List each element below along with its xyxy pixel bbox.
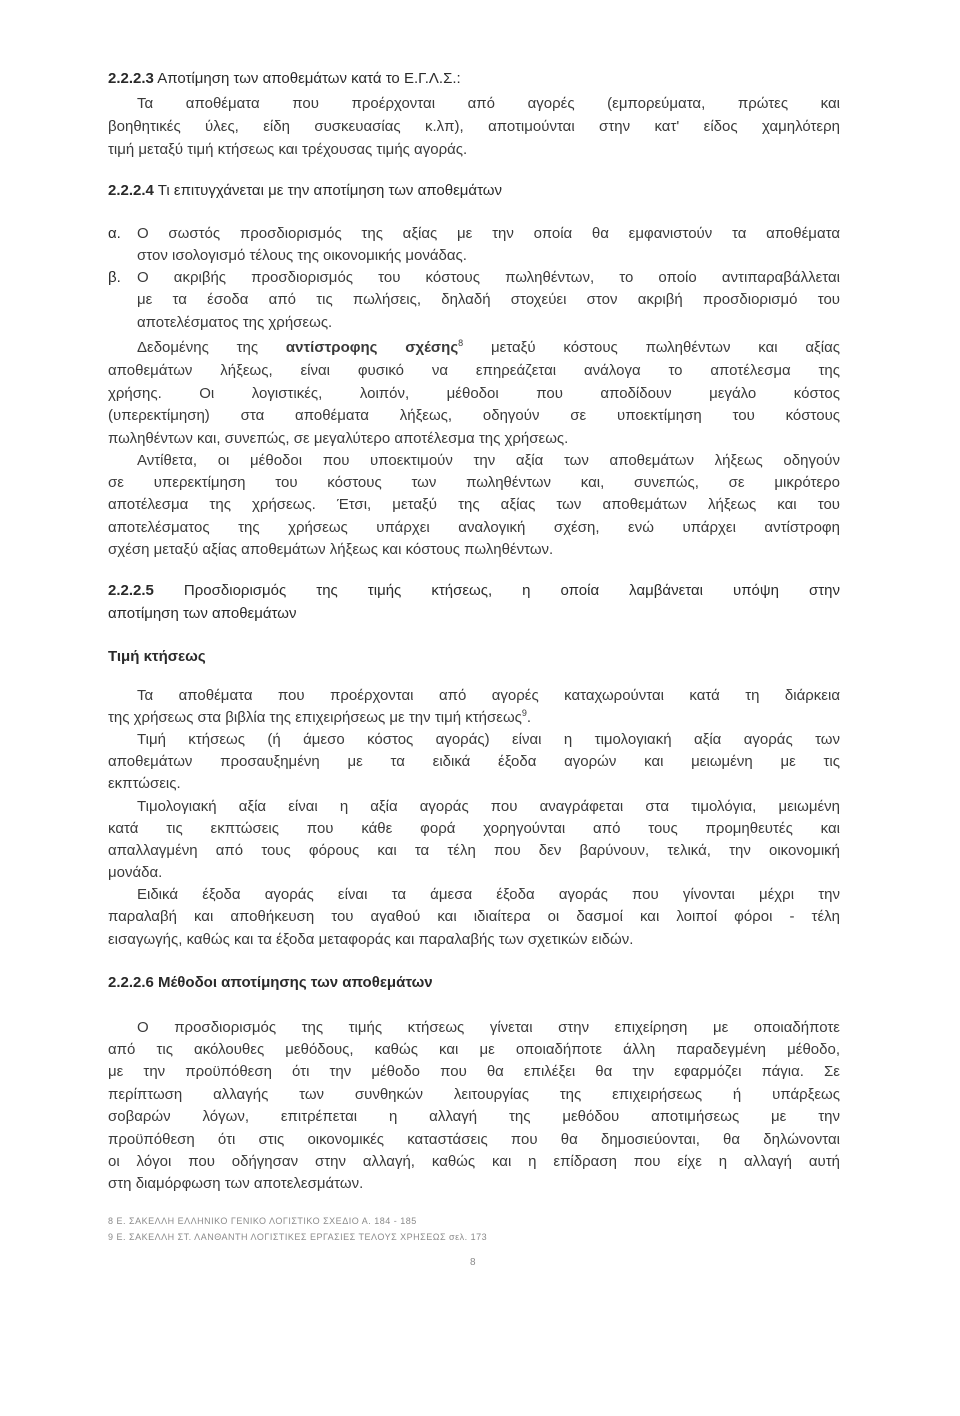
paragraph-line: εισαγωγής, καθώς και τα έξοδα μεταφοράς και παραλαβής των σχετικών ειδών. [108,931,634,948]
paragraph-line: οι λόγοι που οδήγησαν στην αλλαγή, καθώς και η επίδραση που είχε η αλλαγή αυτή [108,1153,840,1170]
paragraph-line: τιμή μεταξύ τιμή κτήσεως και τρέχουσας τιμής αγοράς. [108,141,468,158]
section-title: Μέθοδοι αποτίμησης των αποθεμάτων [158,974,433,991]
paragraph-line: Ο προσδιορισμός της τιμής κτήσεως γίνεται στην επιχείρηση με οποιαδήποτε [137,1019,840,1036]
paragraph-line: σοβαρών λόγων, επιτρέπεται η αλλαγή της μεθόδου αποτιμήσεως με την [108,1108,840,1125]
paragraph-line: μονάδα. [108,864,163,881]
paragraph-line: (υπερεκτίμηση) στα αποθέματα λήξεως, οδηγούν σε υποεκτίμηση του κόστους [108,407,840,424]
paragraph-line: αποθεμάτων λήξεως, είναι φυσικό να επηρεάζεται ανάλογα το αποτέλεσμα της [108,362,840,379]
section-heading-2226 [108,972,840,993]
section-heading-2224 [108,180,840,201]
section-title: Αποτίμηση των αποθεμάτων κατά το Ε.Γ.Λ.Σ.: [157,70,461,87]
list-marker-b: β. [108,269,121,286]
footnote: 8 Ε. ΣΑΚΕΛΛΗ ΕΛΛΗΝΙΚΟ ΓΕΝΙΚΟ ΛΟΓΙΣΤΙΚΟ ΣΧΕΔΙΟ Α. 184 - 185 [108,1216,417,1226]
section-number: 2.2.2.3 [108,70,154,87]
paragraph-line: σε υπερεκτίμηση του κόστους των πωληθέντων και, συνεπώς, σε μικρότερο [108,474,840,491]
section-heading-2223 [108,68,840,89]
paragraph-line: Τα αποθέματα που προέρχονται από αγορές καταχωρούνται κατά τη διάρκεια [137,687,840,704]
footnote-ref: 9 [521,708,527,718]
paragraph-line: από τις ακόλουθες μεθόδους, καθώς και με οποιαδήποτε άλλη παραδεγμένη μέθοδο, [108,1041,840,1058]
bold-term: αντίστροφης σχέσης [285,339,459,356]
list-item-line: στον ισολογισμό τέλους της οικονομικής μονάδας. [137,247,467,264]
paragraph-line: Τιμολογιακή αξία είναι η αξία αγοράς που αναγράφεται στα τιμολόγια, μειωμένη [137,798,840,815]
list-marker-a: α. [108,225,121,242]
paragraph-line: εκπτώσεις. [108,775,181,792]
footnote-ref: 8 [458,338,464,348]
text-run: . [526,709,532,726]
paragraph-line: αποτέλεσμα της χρήσεως. Έτσι, μεταξύ της αξίας των αποθεμάτων λήξεως και του [108,496,840,513]
section-title: Τι επιτυγχάνεται με την αποτίμηση των αποθεμάτων [157,182,502,199]
list-item-line: Ο ακριβής προσδιορισμός του κόστους πωληθέντων, το οποίο αντιπαραβάλλεται [137,269,840,286]
paragraph-line: απαλλαγμένη από τους φόρους και τα τέλη που δεν βαρύνουν, τελικά, την οικονομική [108,842,840,859]
section-title-cont: αποτίμηση των αποθεμάτων [108,605,297,622]
paragraph-line: πωληθέντων και, συνεπώς, σε μεγαλύτερο αποτέλεσμα της χρήσεως. [108,430,569,447]
paragraph-line: παραλαβή και αποθήκευση του αγαθού και ιδιαίτερα οι δασμοί και λοιποί φόροι - τέλη [108,908,840,925]
section-number: 2.2.2.4 [108,182,154,199]
paragraph-line: χρήσης. Οι λογιστικές, λοιπόν, μέθοδοι που αποδίδουν μεγάλο κόστος [108,385,840,402]
section-heading-2225 [108,580,840,601]
list-item-line: αποτελέσματος της χρήσεως. [137,314,333,331]
list-item-line: Ο σωστός προσδιορισμός της αξίας με την οποία θα εμφανιστούν τα αποθέματα [137,225,840,242]
list-item-line: με τα έσοδα από τις πωλήσεις, δηλαδή στοχεύει στον ακριβή προσδιορισμό του [137,291,840,308]
paragraph-line: κατά τις εκπτώσεις που κάθε φορά χορηγούνται από τους προμηθευτές και [108,820,840,837]
paragraph-line: Τα αποθέματα που προέρχονται από αγορές (εμπορεύματα, πρώτες και [137,95,840,112]
paragraph-line: σχέση μεταξύ αξίας αποθεμάτων λήξεως και κόστους πωληθέντων. [108,541,554,558]
footnote: 9 Ε. ΣΑΚΕΛΛΗ ΣΤ. ΛΑΝΘΑΝΤΗ ΛΟΓΙΣΤΙΚΕΣ ΕΡΓΑΣΙΕΣ ΤΕΛΟΥΣ ΧΡΗΣΕΩΣ σελ. 173 [108,1232,488,1242]
text-run: Δεδομένης της [137,339,286,356]
paragraph-line: βοηθητικές ύλες, είδη συσκευασίας κ.λπ), αποτιμούνται στην κατ' είδος χαμηλότερη [108,118,840,135]
text-run: μεταξύ κόστους πωληθέντων και αξίας [463,339,840,356]
paragraph-line: Ειδικά έξοδα αγοράς είναι τα άμεσα έξοδα αγοράς που γίνονται μέχρι την [137,886,840,903]
paragraph-line: προϋπόθεση ότι στις οικονομικές καταστάσεις που θα δημοσιεύονται, θα δηλώνονται [108,1131,840,1148]
paragraph-line: αποτελέσματος της χρήσεως υπάρχει αναλογική σχέση, ενώ υπάρχει αντίστροφη [108,519,840,536]
paragraph-line: Τιμή κτήσεως (ή άμεσο κόστος αγοράς) είναι η τιμολογιακή αξία αγοράς των [137,731,840,748]
subheading: Τιμή κτήσεως [108,648,206,665]
paragraph-line: στη διαμόρφωση των αποτελεσμάτων. [108,1175,364,1192]
paragraph-line: Αντίθετα, οι μέθοδοι που υποεκτιμούν την αξία των αποθεμάτων λήξεως οδηγούν [137,452,840,469]
section-number: 2.2.2.6 [108,974,154,991]
paragraph-line [137,337,840,358]
paragraph-line: περίπτωση αλλαγής των συνθηκών λειτουργίας της επιχειρήσεως ή υπάρξεως [108,1086,840,1103]
section-number: 2.2.2.5 [108,582,154,599]
text-run: της χρήσεως στα βιβλία της επιχειρήσεως με την τιμή κτήσεως [108,709,522,726]
paragraph-line: με την προϋπόθεση ότι την μέθοδο που θα επιλέξει θα την εφαρμόζει πάγια. Σε [108,1063,840,1080]
paragraph-line [108,707,840,728]
section-title: Προσδιορισμός της τιμής κτήσεως, η οποία λαμβάνεται υπόψη στην [183,582,840,599]
page-number: 8 [470,1257,476,1268]
paragraph-line: αποθεμάτων προσαυξημένη με τα ειδικά έξοδα αγορών και μειωμένη με τις [108,753,840,770]
